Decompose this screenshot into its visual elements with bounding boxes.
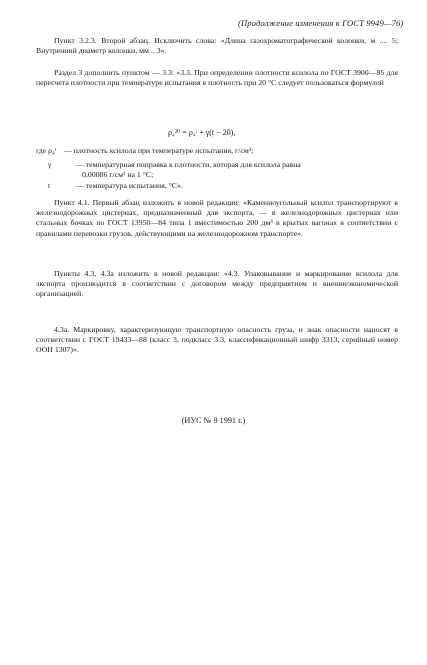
definition-row bbox=[36, 160, 398, 170]
paragraph-4-3a: 4.3а. Маркировку, характеризующую транспортную опасность груза, и знак опасности наносят в соответствии с ГОСТ 19433—88 (класс 3, подкласс 3.3, классификационный шифр 3313, серийный номер ООН 1307)». bbox=[36, 325, 398, 355]
paragraph-4-1: Пункт 4.1. Первый абзац изложить в новой редакции: «Каменноугольный ксилол транспортируют в железнодорожных цистернах, предназначенный для экспорта, — в железнодорожных цистернах или стальных бочках по ГОСТ 13950—84 типа 1 вместимостью 200 дм³ в крытых вагонах в соответствии с правилами перевозки грузов, действующими на железнодорожном транспорте». bbox=[36, 198, 398, 238]
source-reference: (ИУС № 9 1991 г.) bbox=[181, 416, 246, 425]
formula-definitions bbox=[36, 146, 398, 191]
definition-row bbox=[36, 146, 398, 156]
definition-row bbox=[36, 181, 398, 191]
definition-continuation: 0,00086 г/см³ на 1 °С; bbox=[82, 170, 154, 180]
paragraph-4-3: Пункты 4.3, 4.3а изложить в новой редакции: «4.3. Упаковывание и маркирование ксилола для экспорта производится в соответствии с договором между предприятием и внешнеэкономической организацией. bbox=[36, 269, 398, 299]
definition-symbol: t bbox=[48, 180, 51, 190]
definition-symbol: γ bbox=[48, 160, 52, 170]
definition-symbol: где ρ₄ᵗ bbox=[36, 146, 57, 155]
definition-text: — температурная поправка к плотности, которая для ксилола равна bbox=[76, 160, 301, 170]
density-formula: ρ₄²⁰ = ρ₄ᵗ + γ(t − 20), bbox=[168, 128, 236, 137]
definition-text: — плотность ксилола при температуре испытания, г/см³; bbox=[64, 146, 254, 155]
paragraph-3-2-3: Пункт 3.2.3. Второй абзац. Исключить слова: «Длина газохроматографической колонки, м .... 5; Внутренний диаметр колонки, мм .. 3». bbox=[36, 36, 398, 56]
definition-text: — температура испытания, °С». bbox=[76, 180, 183, 190]
page-header: (Продолжение изменения к ГОСТ 9949—76) bbox=[238, 18, 404, 28]
paragraph-section-3: Раздел 3 дополнить пунктом — 3.3: «3.3. При определении плотности ксилола по ГОСТ 3900—85 для пересчета плотности при температуре испытания в плотность при 20 °С следует пользоваться формулой bbox=[36, 68, 398, 88]
